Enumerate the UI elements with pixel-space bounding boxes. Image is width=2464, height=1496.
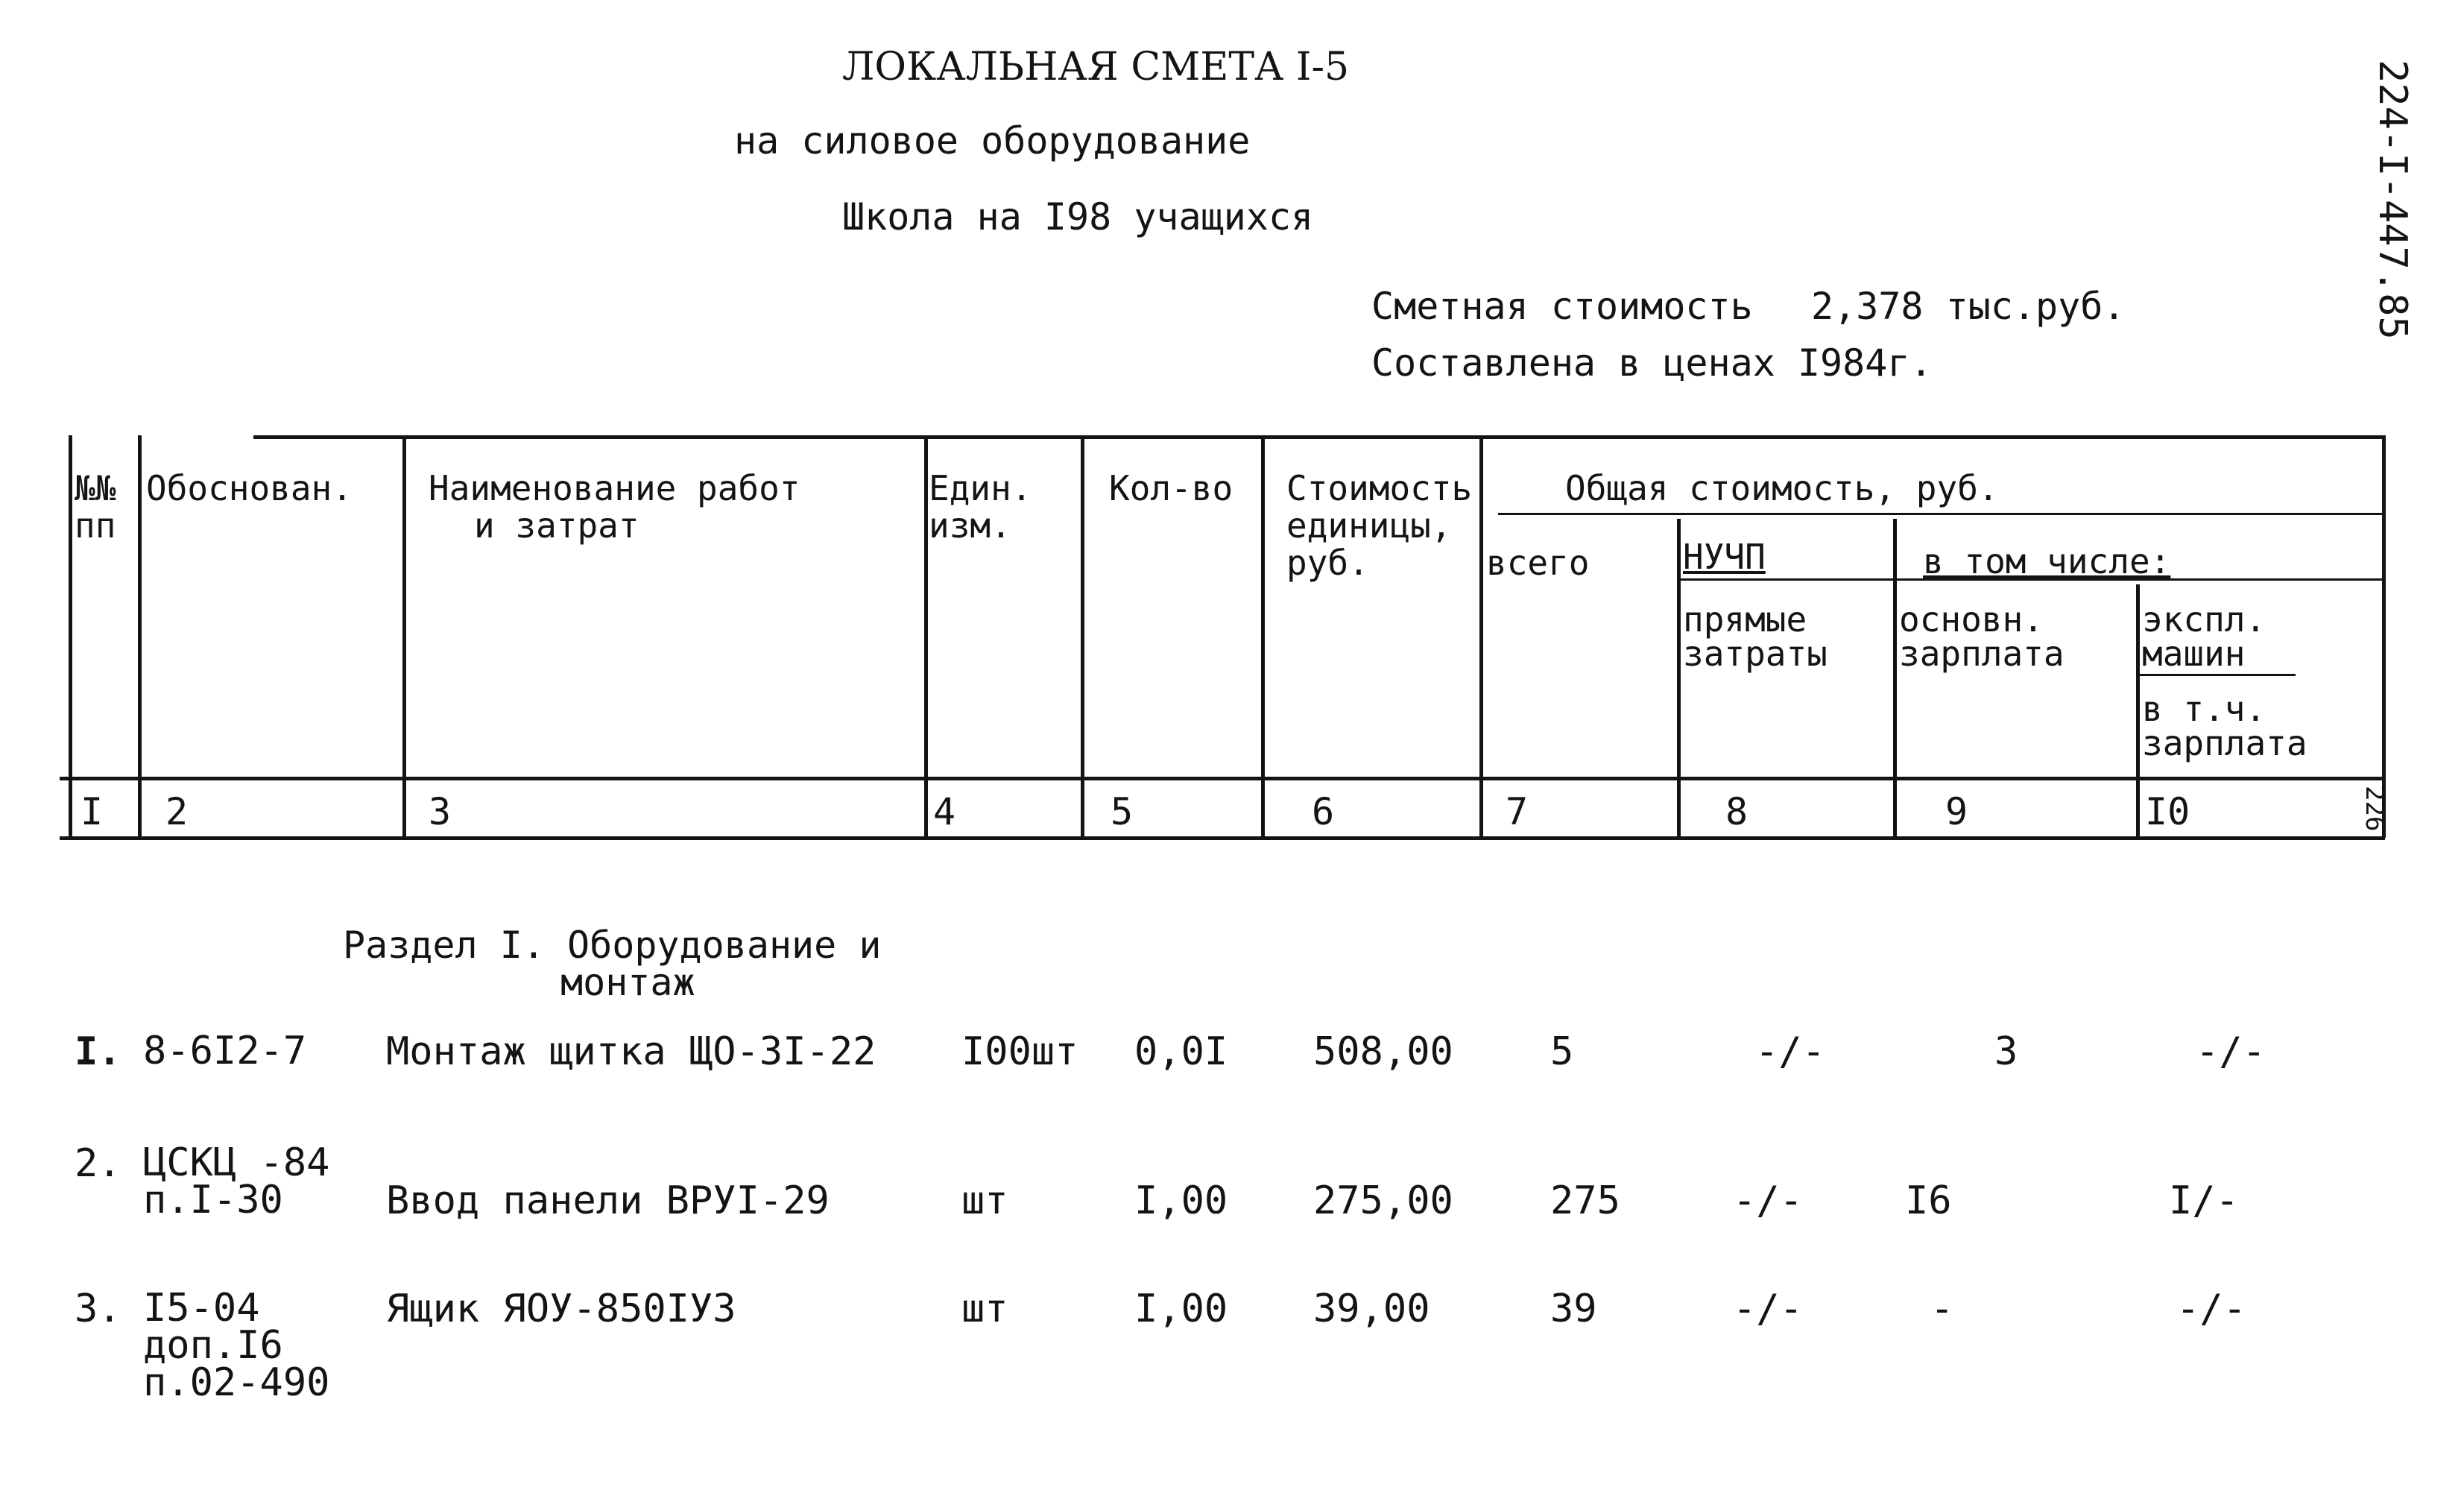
column-number: 7 [1506,790,1529,833]
column-number: 9 [1945,790,1968,833]
header-quantity: Кол-во [1109,468,1233,508]
row-unit: шт [961,1287,1008,1331]
column-number: 5 [1111,790,1134,833]
header-including: в том числе: [1923,541,2171,581]
column-number: I [80,790,104,833]
section-title-line2: монтаж [560,961,695,1004]
row-direct-costs: -/- [1733,1287,1803,1331]
header-machine-line2: машин [2142,634,2246,674]
estimated-cost-value: 2,378 тыс.руб. [1811,285,2126,328]
header-basis: Обоснован. [146,468,353,508]
row-quantity: I,00 [1134,1178,1228,1223]
header-name-line1: Наименование работ [429,468,800,508]
header-direct-line2: затраты [1683,634,1828,674]
header-name-line2: и затрат [474,505,639,546]
column-number: 3 [429,790,452,833]
row-name: Монтаж щитка ЩО-3I-22 [386,1029,876,1074]
row-total: 39 [1550,1287,1597,1331]
object-name: Школа на I98 учащихся [842,195,1314,239]
page-mark: 226 [2360,786,2389,832]
row-direct-costs: -/- [1755,1029,1825,1074]
row-number: 2. [75,1141,121,1186]
header-machine-line1: экспл. [2142,599,2266,640]
row-unit: I00шт [961,1029,1078,1074]
header-total-cost: Общая стоимость, руб. [1565,468,1999,508]
column-number: 2 [165,790,189,833]
row-basic-salary: 3 [1994,1029,2018,1074]
row-direct-costs: -/- [1733,1178,1803,1223]
row-machine-costs: I/- [2169,1178,2239,1223]
row-unit: шт [961,1178,1008,1223]
header-unit-cost-line1: Стоимость [1286,468,1473,508]
header-unit-cost-line3: руб. [1286,543,1369,583]
row-basis: ЦСКЦ -84 п.I-30 [143,1140,330,1222]
row-basis: I5-04 доп.I6 п.02-490 [143,1286,330,1405]
row-total: 5 [1550,1029,1574,1074]
row-machine-costs: -/- [2196,1029,2266,1074]
header-direct-line1: прямые [1683,599,1807,640]
header-row-number: №№ пп [75,468,116,546]
header-basic-line2: зарплата [1899,634,2065,674]
row-name: Ввод панели ВРУI-29 [386,1178,830,1223]
row-machine-costs: -/- [2176,1287,2246,1331]
document-subtitle: на силовое оборудование [734,119,1251,162]
row-quantity: I,00 [1134,1287,1228,1331]
header-unit-line2: изм. [929,505,1011,546]
section-title-line1: Раздел I. Оборудование и [343,924,882,967]
header-incl-line2: зарплата [2142,723,2307,763]
column-number: 4 [933,790,956,833]
document-title: ЛОКАЛЬНАЯ СМЕТА I-5 [842,45,1350,89]
row-basic-salary: I6 [1905,1178,1952,1223]
header-unit-line1: Един. [929,468,1032,508]
row-total: 275 [1550,1178,1620,1223]
row-unit-cost: 508,00 [1313,1029,1453,1074]
row-unit-cost: 39,00 [1313,1287,1430,1331]
header-unit-cost-line2: единицы, [1286,505,1452,546]
column-number: 6 [1312,790,1335,833]
column-number: 8 [1725,790,1749,833]
column-number: I0 [2145,790,2190,833]
estimated-cost-label: Сметная стоимость [1371,285,1753,328]
header-nuchp: НУЧП [1683,537,1766,577]
header-total-all: всего [1486,543,1590,583]
row-number: 3. [75,1287,121,1331]
header-basic-line1: основн. [1899,599,2044,640]
row-basic-salary: - [1930,1287,1954,1331]
header-incl-line1: в т.ч. [2142,689,2266,729]
price-basis: Составлена в ценах I984г. [1371,341,1933,385]
document-code: 224-I-447.85 [2370,60,2415,340]
row-name: Ящик ЯОУ-850IУ3 [386,1287,736,1331]
row-quantity: 0,0I [1134,1029,1228,1074]
row-basis: 8-6I2-7 [143,1029,307,1073]
row-unit-cost: 275,00 [1313,1178,1453,1223]
row-number: I. [75,1029,121,1074]
